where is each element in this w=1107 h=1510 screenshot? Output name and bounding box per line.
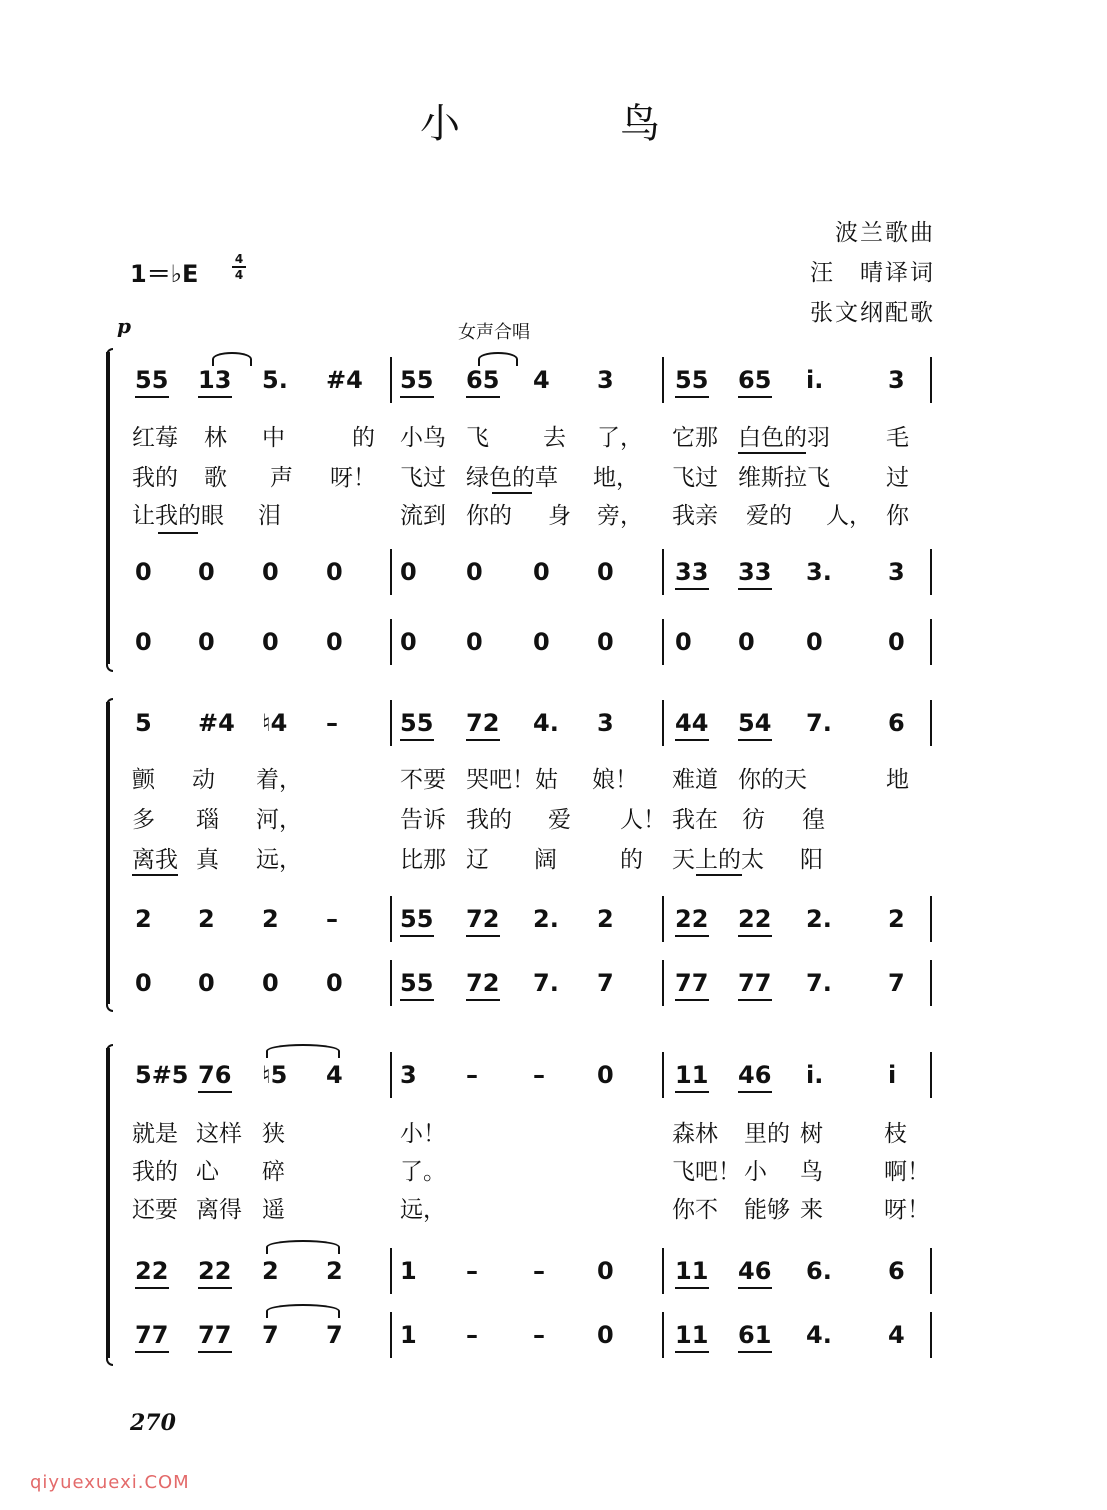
note-s1: 55 <box>675 366 709 394</box>
note-s2: 46 <box>738 1257 772 1285</box>
note-s1: 4 <box>326 1061 343 1089</box>
note-s3: 7 <box>597 969 614 997</box>
note-s2: 22 <box>135 1257 169 1285</box>
note-s2: 2 <box>262 905 279 933</box>
note-s1: 4 <box>533 366 550 394</box>
lyric-word: 里的 <box>744 1121 790 1147</box>
lyric-word: 森林 <box>672 1121 718 1147</box>
note-s3: 0 <box>262 969 279 997</box>
note-s2: 0 <box>597 558 614 586</box>
note-s2: 0 <box>400 558 417 586</box>
note-s1: 3 <box>597 709 614 737</box>
bar-line <box>390 1052 392 1098</box>
note-s3: 77 <box>675 969 709 997</box>
lyric-underline <box>696 874 742 876</box>
lyric-word: 我的 <box>132 1159 178 1185</box>
note-s2: 2 <box>198 905 215 933</box>
beam-underline <box>400 935 434 937</box>
lyric-word: 爱的 <box>746 503 792 529</box>
note-s3: 0 <box>597 1321 614 1349</box>
note-s3: 77 <box>738 969 772 997</box>
note-s1: #4 <box>326 366 363 394</box>
tie <box>266 1240 340 1254</box>
lyric-underline <box>738 452 806 454</box>
note-s1: 5 <box>135 709 152 737</box>
lyric-word: 呀！ <box>884 1197 930 1223</box>
lyric-word: 你不 <box>672 1197 718 1223</box>
lyric-word: 的 <box>620 847 643 873</box>
lyric-word: 绿色的草 <box>466 465 558 491</box>
lyric-word: 人， <box>826 503 872 529</box>
lyric-word: 阔 <box>534 847 557 873</box>
note-s2: 2 <box>135 905 152 933</box>
bar-line <box>390 1248 392 1294</box>
lyric-word: 歌 <box>204 465 227 491</box>
note-s1: ♮4 <box>262 709 288 737</box>
lyric-word: 树 <box>800 1121 823 1147</box>
beam-underline <box>738 1351 772 1353</box>
beam-underline <box>135 396 169 398</box>
bar-line <box>930 700 932 746</box>
lyric-word: 它那 <box>672 425 718 451</box>
lyric-word: 颤 <box>132 767 155 793</box>
lyric-word: 旁， <box>597 503 643 529</box>
note-s3: 7. <box>806 969 832 997</box>
system-brace-line <box>106 702 110 1004</box>
credit-origin: 波兰歌曲 <box>835 220 935 246</box>
note-s3: 7 <box>262 1321 279 1349</box>
note-s3: 0 <box>326 969 343 997</box>
lyric-word: 狭 <box>262 1121 285 1147</box>
note-s1: 65 <box>738 366 772 394</box>
beam-underline <box>675 935 709 937</box>
note-s3: 0 <box>326 628 343 656</box>
bar-line <box>390 619 392 665</box>
beam-underline <box>135 1287 169 1289</box>
bar-line <box>390 357 392 403</box>
lyric-word: 泪 <box>258 503 281 529</box>
lyric-word: 爱 <box>548 807 571 833</box>
note-s2: 6. <box>806 1257 832 1285</box>
note-s1: 54 <box>738 709 772 737</box>
beam-underline <box>675 1287 709 1289</box>
bar-line <box>390 549 392 595</box>
lyric-word: 彷 <box>742 807 765 833</box>
beam-underline <box>466 999 500 1001</box>
note-s3: 0 <box>135 969 152 997</box>
beam-underline <box>198 1091 232 1093</box>
note-s2: 72 <box>466 905 500 933</box>
note-s2: 2 <box>888 905 905 933</box>
beam-underline <box>675 1091 709 1093</box>
bar-line <box>930 1052 932 1098</box>
note-s2: 11 <box>675 1257 709 1285</box>
bar-line <box>930 960 932 1006</box>
lyric-word: 真 <box>196 847 219 873</box>
note-s3: 0 <box>262 628 279 656</box>
note-s1: 3 <box>888 366 905 394</box>
system-brace-line <box>106 1048 110 1358</box>
note-s1: 11 <box>675 1061 709 1089</box>
lyric-word: 维斯拉飞 <box>738 465 830 491</box>
lyric-word: 小鸟 <box>400 425 446 451</box>
note-s2: 0 <box>262 558 279 586</box>
note-s3: 0 <box>466 628 483 656</box>
note-s2: 3. <box>806 558 832 586</box>
note-s2: 1 <box>400 1257 417 1285</box>
beam-underline <box>738 999 772 1001</box>
lyric-word: 我亲 <box>672 503 718 529</box>
lyric-word: 徨 <box>802 807 825 833</box>
lyric-word: 鸟 <box>800 1159 823 1185</box>
time-signature-bottom: 4 <box>234 268 244 282</box>
note-s3: 7 <box>888 969 905 997</box>
bar-line <box>390 1312 392 1358</box>
note-s3: 0 <box>806 628 823 656</box>
note-s1: 55 <box>400 709 434 737</box>
lyric-word: 动 <box>192 767 215 793</box>
lyric-word: 来 <box>800 1197 823 1223</box>
note-s2: – <box>326 905 338 933</box>
time-signature-top: 4 <box>234 252 244 266</box>
lyric-word: 河， <box>256 807 302 833</box>
lyric-word: 辽 <box>466 847 489 873</box>
beam-underline <box>400 999 434 1001</box>
note-s1: – <box>466 1061 478 1089</box>
note-s1: i. <box>806 1061 824 1089</box>
lyric-word: 声 <box>270 465 293 491</box>
song-title: 小 鸟 <box>420 101 720 147</box>
note-s3: 0 <box>135 628 152 656</box>
lyric-word: 阳 <box>800 847 823 873</box>
credit-arranger: 张文纲配歌 <box>810 300 935 326</box>
note-s3: 11 <box>675 1321 709 1349</box>
beam-underline <box>466 935 500 937</box>
beam-underline <box>198 396 232 398</box>
note-s3: 55 <box>400 969 434 997</box>
note-s1: #4 <box>198 709 235 737</box>
note-s2: 2 <box>326 1257 343 1285</box>
note-s1: – <box>326 709 338 737</box>
bar-line <box>662 700 664 746</box>
lyric-word: 瑙 <box>196 807 219 833</box>
note-s3: – <box>533 1321 545 1349</box>
beam-underline <box>400 396 434 398</box>
note-s3: 0 <box>597 628 614 656</box>
lyric-word: 离得 <box>196 1197 242 1223</box>
lyric-word: 去 <box>543 425 566 451</box>
bar-line <box>662 549 664 595</box>
lyric-word: 难道 <box>672 767 718 793</box>
lyric-word: 飞过 <box>400 465 446 491</box>
note-s2: – <box>466 1257 478 1285</box>
note-s2: 55 <box>400 905 434 933</box>
lyric-word: 天上的太 <box>672 847 764 873</box>
lyric-word: 地， <box>593 465 639 491</box>
lyric-word: 飞 <box>466 425 489 451</box>
lyric-word: 人！ <box>620 807 666 833</box>
lyric-word: 我在 <box>672 807 718 833</box>
lyric-word: 小 <box>744 1159 767 1185</box>
lyric-word: 我的 <box>132 465 178 491</box>
lyric-word: 身 <box>548 503 571 529</box>
note-s2: 2 <box>262 1257 279 1285</box>
note-s2: – <box>533 1257 545 1285</box>
note-s3: 0 <box>400 628 417 656</box>
bar-line <box>930 619 932 665</box>
note-s3: 0 <box>738 628 755 656</box>
lyric-word: 就是 <box>132 1121 178 1147</box>
slur <box>478 352 518 366</box>
lyric-underline <box>132 874 178 876</box>
note-s1: 5. <box>262 366 288 394</box>
note-s1: – <box>533 1061 545 1089</box>
note-s1: 46 <box>738 1061 772 1089</box>
lyric-word: 毛 <box>886 425 909 451</box>
note-s2: 33 <box>675 558 709 586</box>
note-s3: 61 <box>738 1321 772 1349</box>
beam-underline <box>738 588 772 590</box>
lyric-word: 我的 <box>466 807 512 833</box>
lyric-underline <box>492 492 532 494</box>
note-s3: 1 <box>400 1321 417 1349</box>
lyric-word: 飞吧！ <box>672 1159 741 1185</box>
beam-underline <box>198 1351 232 1353</box>
bar-line <box>930 549 932 595</box>
dynamic-marking: p <box>117 314 131 338</box>
lyric-word: 呀！ <box>330 465 376 491</box>
beam-underline <box>675 739 709 741</box>
slur <box>212 352 252 366</box>
note-s2: 22 <box>738 905 772 933</box>
beam-underline <box>466 739 500 741</box>
note-s3: 0 <box>888 628 905 656</box>
lyric-word: 林 <box>204 425 227 451</box>
lyric-word: 啊！ <box>884 1159 930 1185</box>
note-s2: 22 <box>675 905 709 933</box>
note-s3: 4. <box>806 1321 832 1349</box>
note-s3: – <box>466 1321 478 1349</box>
note-s1: 55 <box>135 366 169 394</box>
lyric-word: 你的 <box>466 503 512 529</box>
lyric-word: 流到 <box>400 503 446 529</box>
lyric-word: 飞过 <box>672 465 718 491</box>
beam-underline <box>135 1351 169 1353</box>
note-s1: ♮5 <box>262 1061 288 1089</box>
key-signature: 1＝♭E <box>130 260 199 288</box>
bar-line <box>390 896 392 942</box>
beam-underline <box>738 1091 772 1093</box>
note-s2: 6 <box>888 1257 905 1285</box>
note-s3: 72 <box>466 969 500 997</box>
lyric-word: 地 <box>886 767 909 793</box>
note-s2: 2. <box>806 905 832 933</box>
lyric-word: 中 <box>262 425 285 451</box>
lyric-word: 这样 <box>196 1121 242 1147</box>
note-s3: 7 <box>326 1321 343 1349</box>
lyric-word: 红莓 <box>132 425 178 451</box>
lyric-word: 远， <box>400 1197 446 1223</box>
note-s1: 13 <box>198 366 232 394</box>
note-s2: 3 <box>888 558 905 586</box>
bar-line <box>662 1052 664 1098</box>
note-s2: 2. <box>533 905 559 933</box>
note-s1: 44 <box>675 709 709 737</box>
lyric-word: 不要 <box>400 767 446 793</box>
note-s1: 7. <box>806 709 832 737</box>
beam-underline <box>198 1287 232 1289</box>
lyric-word: 你的天 <box>738 767 807 793</box>
bar-line <box>930 896 932 942</box>
note-s2: 0 <box>533 558 550 586</box>
credit-translator: 汪 晴译词 <box>810 260 935 286</box>
note-s1: 3 <box>597 366 614 394</box>
bar-line <box>930 1248 932 1294</box>
note-s1: 5#5 <box>135 1061 189 1089</box>
lyric-word: 让我的眼 <box>132 503 224 529</box>
page-number: 270 <box>130 1410 176 1436</box>
note-s3: 77 <box>135 1321 169 1349</box>
beam-underline <box>675 396 709 398</box>
lyric-word: 多 <box>132 807 155 833</box>
lyric-word: 碎 <box>262 1159 285 1185</box>
bar-line <box>662 357 664 403</box>
note-s2: 0 <box>135 558 152 586</box>
note-s2: 33 <box>738 558 772 586</box>
beam-underline <box>400 739 434 741</box>
lyric-word: 遥 <box>262 1197 285 1223</box>
tie <box>266 1304 340 1318</box>
note-s2: 0 <box>466 558 483 586</box>
lyric-word: 娘！ <box>592 767 638 793</box>
bar-line <box>930 1312 932 1358</box>
time-signature <box>232 252 246 282</box>
system-brace-line <box>106 352 110 664</box>
tie <box>266 1044 340 1058</box>
note-s1: 76 <box>198 1061 232 1089</box>
beam-underline <box>738 739 772 741</box>
lyric-word: 远， <box>256 847 302 873</box>
note-s2: 0 <box>326 558 343 586</box>
note-s1: 65 <box>466 366 500 394</box>
bar-line <box>662 960 664 1006</box>
lyric-word: 告诉 <box>400 807 446 833</box>
lyric-word: 的 <box>352 425 375 451</box>
beam-underline <box>738 396 772 398</box>
bar-line <box>390 960 392 1006</box>
lyric-word: 心 <box>196 1159 219 1185</box>
note-s1: i <box>888 1061 897 1089</box>
bar-line <box>390 700 392 746</box>
note-s1: 6 <box>888 709 905 737</box>
note-s3: 0 <box>198 969 215 997</box>
watermark: qiyuexuexi.COM <box>30 1472 190 1493</box>
lyric-word: 你 <box>886 503 909 529</box>
lyric-word: 小！ <box>400 1121 446 1147</box>
note-s3: 7. <box>533 969 559 997</box>
note-s1: 0 <box>597 1061 614 1089</box>
note-s3: 0 <box>675 628 692 656</box>
beam-underline <box>675 999 709 1001</box>
lyric-word: 过 <box>886 465 909 491</box>
lyric-word: 着， <box>256 767 302 793</box>
lyric-word: 了。 <box>400 1159 446 1185</box>
note-s3: 4 <box>888 1321 905 1349</box>
note-s2: 0 <box>597 1257 614 1285</box>
note-s1: i. <box>806 366 824 394</box>
bar-line <box>662 896 664 942</box>
note-s2: 2 <box>597 905 614 933</box>
note-s1: 3 <box>400 1061 417 1089</box>
lyric-word: 能够 <box>744 1197 790 1223</box>
lyric-underline <box>158 532 198 534</box>
note-s2: 0 <box>198 558 215 586</box>
part-label: 女声合唱 <box>458 322 530 343</box>
beam-underline <box>738 935 772 937</box>
lyric-word: 比那 <box>400 847 446 873</box>
beam-underline <box>466 396 500 398</box>
beam-underline <box>675 588 709 590</box>
bar-line <box>930 357 932 403</box>
note-s3: 77 <box>198 1321 232 1349</box>
lyric-word: 枝 <box>884 1121 907 1147</box>
note-s1: 55 <box>400 366 434 394</box>
note-s2: 22 <box>198 1257 232 1285</box>
lyric-word: 了， <box>597 425 643 451</box>
bar-line <box>662 1312 664 1358</box>
lyric-word: 哭吧！姑 <box>466 767 558 793</box>
note-s1: 4. <box>533 709 559 737</box>
lyric-word: 白色的羽 <box>738 425 830 451</box>
bar-line <box>662 619 664 665</box>
lyric-word: 还要 <box>132 1197 178 1223</box>
beam-underline <box>675 1351 709 1353</box>
note-s3: 0 <box>533 628 550 656</box>
lyric-word: 离我 <box>132 847 178 873</box>
bar-line <box>662 1248 664 1294</box>
note-s1: 72 <box>466 709 500 737</box>
beam-underline <box>738 1287 772 1289</box>
note-s3: 0 <box>198 628 215 656</box>
